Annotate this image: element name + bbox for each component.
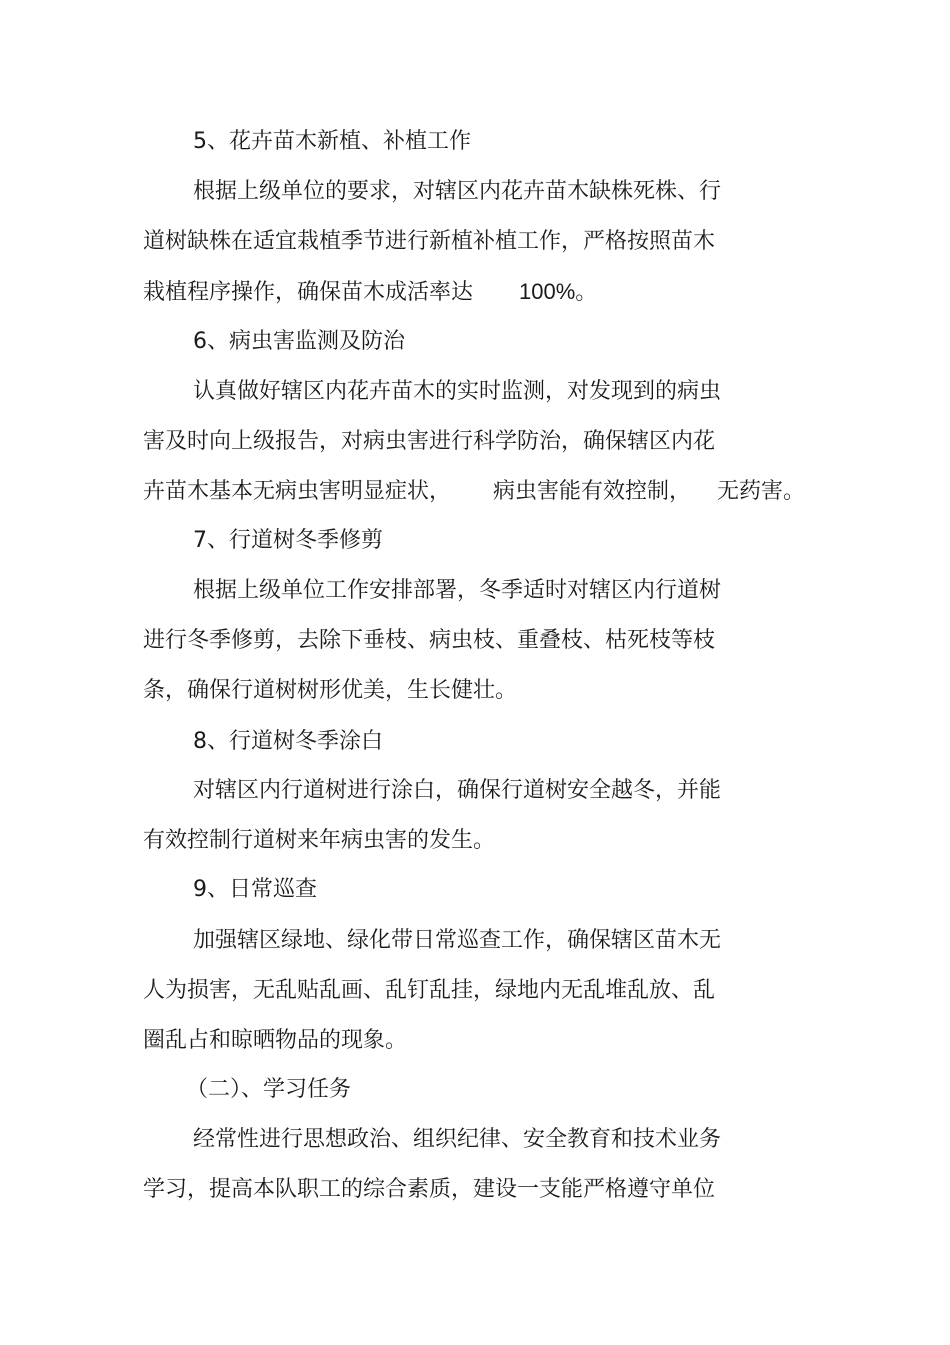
paragraph-line: 进行冬季修剪，去除下垂枝、病虫枝、重叠枝、枯死枝等枝 (143, 628, 716, 653)
paragraph-line: 条，确保行道树树形优美，生长健壮。 (143, 678, 518, 703)
paragraph-line: 有效控制行道树来年病虫害的发生。 (143, 828, 496, 853)
section-heading-5: 5、花卉苗木新植、补植工作 (193, 129, 471, 154)
paragraph-line: 加强辖区绿地、绿化带日常巡查工作，确保辖区苗木无 (193, 928, 722, 953)
section-heading-8: 8、行道树冬季涂白 (193, 729, 383, 754)
paragraph-text: 病虫害能有效控制， (493, 479, 692, 504)
survival-rate-value: 100%。 (519, 279, 598, 304)
paragraph-line (143, 277, 597, 308)
paragraph-line: 人为损害，无乱贴乱画、乱钉乱挂，绿地内无乱堆乱放、乱 (143, 978, 716, 1003)
section-heading-study: （二）、学习任务 (186, 1077, 352, 1102)
paragraph-text: 栽植程序操作，确保苗木成活率达 (143, 280, 474, 305)
paragraph-text: 无药害。 (717, 479, 806, 504)
paragraph-line: 对辖区内行道树进行涂白，确保行道树安全越冬，并能 (193, 778, 722, 803)
paragraph-line: 学习，提高本队职工的综合素质，建设一支能严格遵守单位 (143, 1177, 716, 1202)
paragraph-line: 道树缺株在适宜栽植季节进行新植补植工作，严格按照苗木 (143, 229, 716, 254)
paragraph-line (143, 477, 805, 507)
section-heading-6: 6、病虫害监测及防治 (193, 329, 405, 354)
paragraph-line: 根据上级单位的要求，对辖区内花卉苗木缺株死株、行 (193, 179, 722, 204)
paragraph-line: 害及时向上级报告，对病虫害进行科学防治，确保辖区内花 (143, 429, 716, 454)
paragraph-line: 认真做好辖区内花卉苗木的实时监测，对发现到的病虫 (193, 379, 722, 404)
section-heading-9: 9、日常巡查 (193, 877, 317, 902)
paragraph-line: 经常性进行思想政治、组织纪律、安全教育和技术业务 (193, 1127, 722, 1152)
paragraph-text: 卉苗木基本无病虫害明显症状， (143, 479, 452, 504)
paragraph-line: 根据上级单位工作安排部署，冬季适时对辖区内行道树 (193, 578, 722, 603)
section-heading-7: 7、行道树冬季修剪 (193, 528, 383, 553)
paragraph-line: 圈乱占和晾晒物品的现象。 (143, 1028, 408, 1053)
